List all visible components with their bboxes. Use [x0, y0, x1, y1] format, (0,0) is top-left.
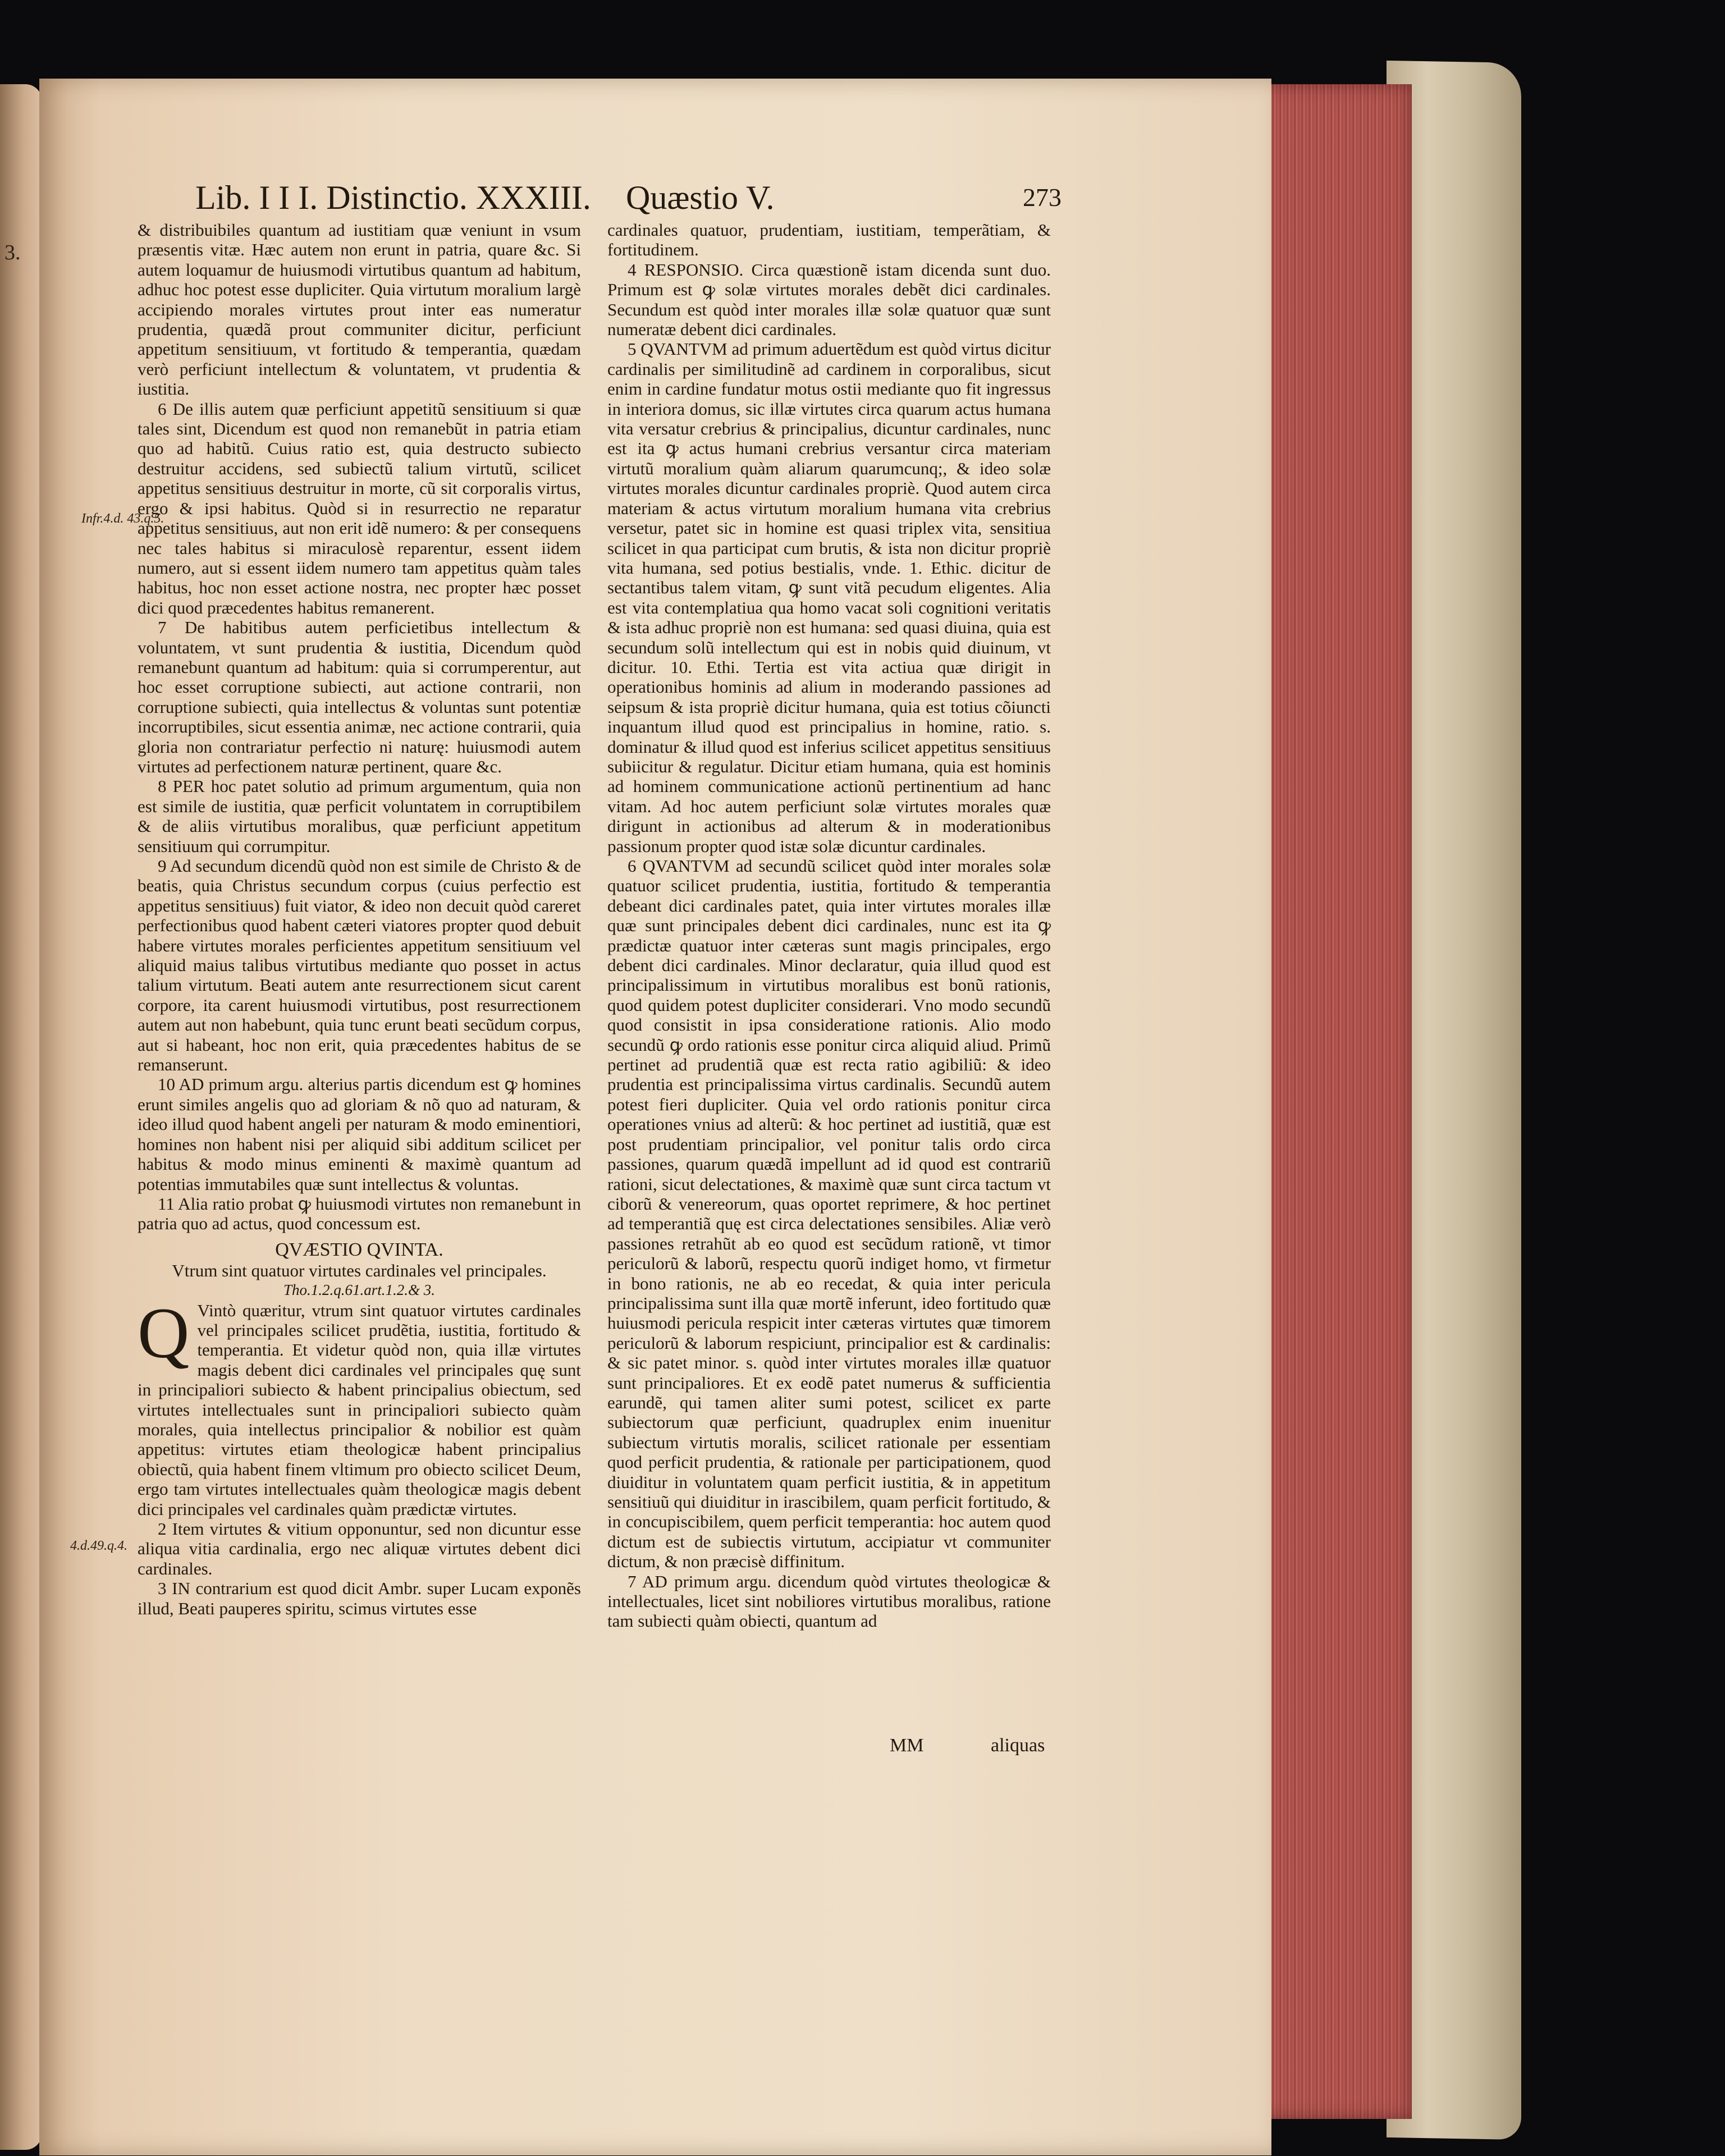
paragraph: 7 AD primum argu. dicendum quòd virtutes theologicæ & intellectuales, licet sint nobiliores virtutibus moralibus, ratione tam subiecti quàm obiecti, quantum ad: [607, 1571, 1051, 1631]
catchword: aliquas: [991, 1735, 1045, 1756]
paragraph: 7 De habitibus autem perficietibus intellectum & voluntatem, vt sunt prudentia & iustitia, Dicendum quòd remanebunt quantum ad habitum: quia si corrumperentur, aut hoc esset corruptione subiecti, aut actione contrarii, non corruptione subiecti, quia intellectus & voluntas sunt potentiæ incorruptibiles, sicut essentia animæ, nec actione contrarii, quia gloria non contrariatur perfectio ni naturę: huiusmodi autem virtutes ad perfectionem naturæ pertinent, quare &c.: [138, 617, 581, 776]
question-reference: Tho.1.2.q.61.art.1.2.& 3.: [283, 1281, 436, 1299]
left-text-column: [138, 220, 581, 1618]
paragraph-dropcap: [138, 1293, 581, 1519]
paragraph: 6 De illis autem quæ perficiunt appetitũ sensitiuum si quæ tales sint, Dicendum est quod non remanebũt in patria etiam quo ad habitũ. Cuius ratio est, quia destructo subiecto destruitur accidens, sed subiectũ talium virtutũ, scilicet appetitus sensitiuus destruitur in morte, cũ sit corporalis virtus, ergo & ipsi habitus. Quòd si in resurrectio ne reparatur appetitus sensitiuus, aut non erit idẽ numero: & per consequens nec tales habitus si miraculosè reparentur, essent iidem numero, aut si essent iidem numero tam appetitus quàm tales habitus, hoc non esset actione nostra, nec propter hæc posset dici quod præcedentes habitus remanerent.: [138, 399, 581, 617]
question-title: Vtrum sint quatuor virtutes cardinales vel principales.: [172, 1260, 547, 1280]
paragraph: cardinales quatuor, prudentiam, iustitiam, temperãtiam, & fortitudinem.: [607, 220, 1051, 260]
previous-page-edge: [0, 84, 42, 2150]
paragraph: 2 Item virtutes & vitium opponuntur, sed non dicuntur esse aliqua vitia cardinalia, ergo nec aliquæ virtutes debent dici cardinales.: [138, 1519, 581, 1578]
previous-page-margin-note: 3.: [4, 241, 21, 264]
paragraph: 9 Ad secundum dicendũ quòd non est simile de Christo & de beatis, quia Christus secundum corpus (cuius perfectio est appetitus sensitiuus) fuit viator, & ideo non decuit quòd careret perfectionibus quod habent cæteri viatores propter quod debuit habere virtutes morales perficientes appetitum sensitiuum vel aliquid maius talibus virtutibus mediante quo posset in actus talium virtutum. Beati autem ante resurrectionem sicut carent corpore, ita carent huiusmodi virtutibus, post resurrectionem autem aut non habebunt, quia tunc erunt beati secũdum corpus, aut si habeant, hoc non erit, quia præcedentes habitus de se remanserunt.: [138, 856, 581, 1075]
signature-mark: MM: [890, 1735, 924, 1756]
drop-cap-initial: Q: [138, 1293, 190, 1373]
running-header-question: Quæstio V.: [626, 179, 775, 216]
red-fore-edge: [1255, 84, 1412, 2119]
paragraph: 3 IN contrarium est quod dicit Ambr. super Lucam exponẽs illud, Beati pauperes spiritu, scimus virtutes esse: [138, 1578, 581, 1618]
paragraph: 8 PER hoc patet solutio ad primum argumentum, quia non est simile de iustitia, quæ perficit voluntatem in corruptibilem & de aliis virtutibus moralibus, quæ perficiunt appetitum sensitiuum qui corrumpitur.: [138, 776, 581, 856]
paragraph: & distribuibiles quantum ad iustitiam quæ veniunt in vsum præsentis vitæ. Hæc autem non erunt in patria, quare &c. Si autem loquamur de huiusmodi virtutibus quantum ad habitum, adhuc hoc potest esse dupliciter. Quia virtutum moralium largè accipiendo morales virtutes prout inter eas numeratur prudentia, quædã prout communiter dicitur, perficiunt appetitum sensitiuum, vt fortitudo & temperantia, quædam verò perficiunt intellectum & voluntatem, vt prudentia & iustitia.: [138, 220, 581, 399]
paragraph-text: Vintò quæritur, vtrum sint quatuor virtutes cardinales vel principales scilicet prudẽtia, iustitia, fortitudo & temperantia. Et videtur quòd non, quia illæ virtutes magis debent dici cardinales vel principales quę sunt in principaliori subiecto & habent principalius obiectum, sed virtutes intellectuales sunt in principaliori subiecto quàm morales, quia intellectus principalior & nobilior est quàm appetitus: virtutes etiam theologicæ habent principalius obiectũ, quia habent finem vltimum pro obiecto scilicet Deum, ergo tam virtutes intellectuales quàm theologicæ magis debent dici principales vel cardinales quàm prædictæ virtutes.: [138, 1300, 581, 1519]
folio-number: 273: [1023, 183, 1061, 212]
question-heading: QVÆSTIO QVINTA.: [275, 1239, 443, 1260]
paragraph: 4 RESPONSIO. Circa quæstionẽ istam dicenda sunt duo. Primum est ꝙ solæ virtutes morales debẽt dici cardinales. Secundum est quòd inter morales illæ solæ quatuor quæ sunt numeratæ debent dici cardinales.: [607, 259, 1051, 340]
paragraph: 5 QVANTVM ad primum aduertẽdum est quòd virtus dicitur cardinalis per similitudinẽ ad cardinem in corporalibus, sicut enim in cardine fundatur motus ostii mediante quo fit ingressus in interiora domus, sic illæ virtutes circa quarum actus humana vita versatur crebrius & principalius, dicuntur cardinales, nunc est ita ꝙ actus humani crebrius versantur circa materiam virtutũ moralium quàm aliarum quarumcunq;, & ideo solæ virtutes morales dicuntur cardinales propriè. Quod autem circa materiam & actus virtutum moralium humana vita crebrius versetur, patet sic in homine est quasi triplex vita, sensitiua scilicet in qua participat cum brutis, & ista non dicitur propriè vita humana, sed potius bestialis, vnde. 1. Ethic. dicitur de sectantibus talem vitam, ꝙ sunt vitã pecudum eligentes. Alia est vita contemplatiua qua homo vacat soli cognitioni veritatis & ista adhuc propriè non est humana: sed quasi diuina, quia est secundum solũ intellectum qui est in nobis quid diuinum, vt dicitur. 10. Ethi. Tertia est vita actiua quæ dirigit in operationibus hominis ad alium in moderando passiones ad seipsum & ista propriè dicitur humana, quia est totius cõiuncti inquantum illud quod est principalius in homine, ratio. s. dominatur & illud quod est inferius scilicet appetitus sensitiuus subiicitur & regulatur. Dicitur etiam humana, quia est hominis ad hominem communicatione actionũ pertinentium ad hanc vitam. Ad hoc autem perficiunt solæ virtutes morales quæ dirigunt in actionibus ad alterum & in moderationibus passionum propter quod istæ solæ dicuntur cardinales.: [607, 339, 1051, 856]
running-header-left: Lib. I I I. Distinctio. XXXIII.: [195, 179, 591, 216]
paragraph: 10 AD primum argu. alterius partis dicendum est ꝙ homines erunt similes angelis quo ad gloriam & nõ quo ad naturam, & ideo illud quod habent angeli per naturam & modo eminentiori, homines non habent nisi per aliquid sibi additum scilicet per habitus & modo minus eminenti & maximè quantum ad potentias immutabiles quæ sunt intellectus & voluntas.: [138, 1074, 581, 1194]
paragraph: 11 Alia ratio probat ꝙ huiusmodi virtutes non remanebunt in patria quo ad actus, quod concessum est.: [138, 1193, 581, 1234]
marginal-reference-2: 4.d.49.q.4.: [70, 1539, 127, 1553]
paragraph: 6 QVANTVM ad secundũ scilicet quòd inter morales solæ quatuor scilicet prudentia, iustitia, fortitudo & temperantia debeant dici cardinales patet, quia inter virtutes morales illæ quæ sunt principales debent dici cardinales, nunc est ita ꝙ prædictæ quatuor inter cæteras sunt magis principales, ergo debent dici cardinales. Minor declaratur, quia illud quod est principalissimum in virtutibus moralibus est bonũ rationis, quod quidem potest dupliciter considerari. Vno modo secundũ quod consistit in ipsa consideratione rationis. Alio modo secundũ ꝙ ordo rationis esse ponitur circa aliquid aliud. Primũ pertinet ad prudentiã quæ est recta ratio agibiliũ: & ideo prudentia est principalissima virtus cardinalis. Secundũ autem potest fieri dupliciter. Quia vel ordo rationis ponitur circa operationes vnius ad alterũ: & hoc pertinet ad iustitiã, quæ est post prudentiam principalior, vel ponitur talis ordo circa passiones, quarum quædã impellunt ad id quod est contrariũ rationi, sicut delectationes, & maximè quæ sunt circa tactum vt ciborũ & venereorum, quas oportet reprimere, & hoc pertinet ad temperantiã quę est circa delectationes sensibiles. Aliæ verò passiones retrahũt ab eo quod est secũdum rationẽ, vt timor periculorũ & laborũ, respectu quorũ indiget homo, vt firmetur in bono rationis, ne ab eo recedat, & quia inter pericula principalissima sunt illa quæ mortẽ inferunt, ideo fortitudo quæ huiusmodi pericula respicit inter cæteras virtutes quæ timorem periculorũ & laborum respiciunt, principalior est & cardinalis: & sic patet minor. s. quòd inter virtutes morales illæ quatuor sunt principaliores. Et ex eodẽ patet numerus & sufficientia earundẽ, qui tamen aliter sumi potest, scilicet ex parte subiectorum quæ perficiunt, quadruplex enim inuenitur subiectum virtutis moralis, scilicet rationale per essentiam quod perficit prudentia, & rationale per participationem, quod diuiditur in voluntatem quam perficit iustitia, & in appetitum sensitiuũ qui diuiditur in irascibilem, quam perficit fortitudo, & in concupiscibilem, quem perficit temperantia: hoc autem quod dictum est de subiectis virtutum, accipiatur vt communiter dictum, & non præcisè diffinitum.: [607, 856, 1051, 1572]
right-text-column: [607, 220, 1051, 1631]
marginal-reference-1: Infr.4.d. 43.q.5.: [81, 511, 164, 526]
